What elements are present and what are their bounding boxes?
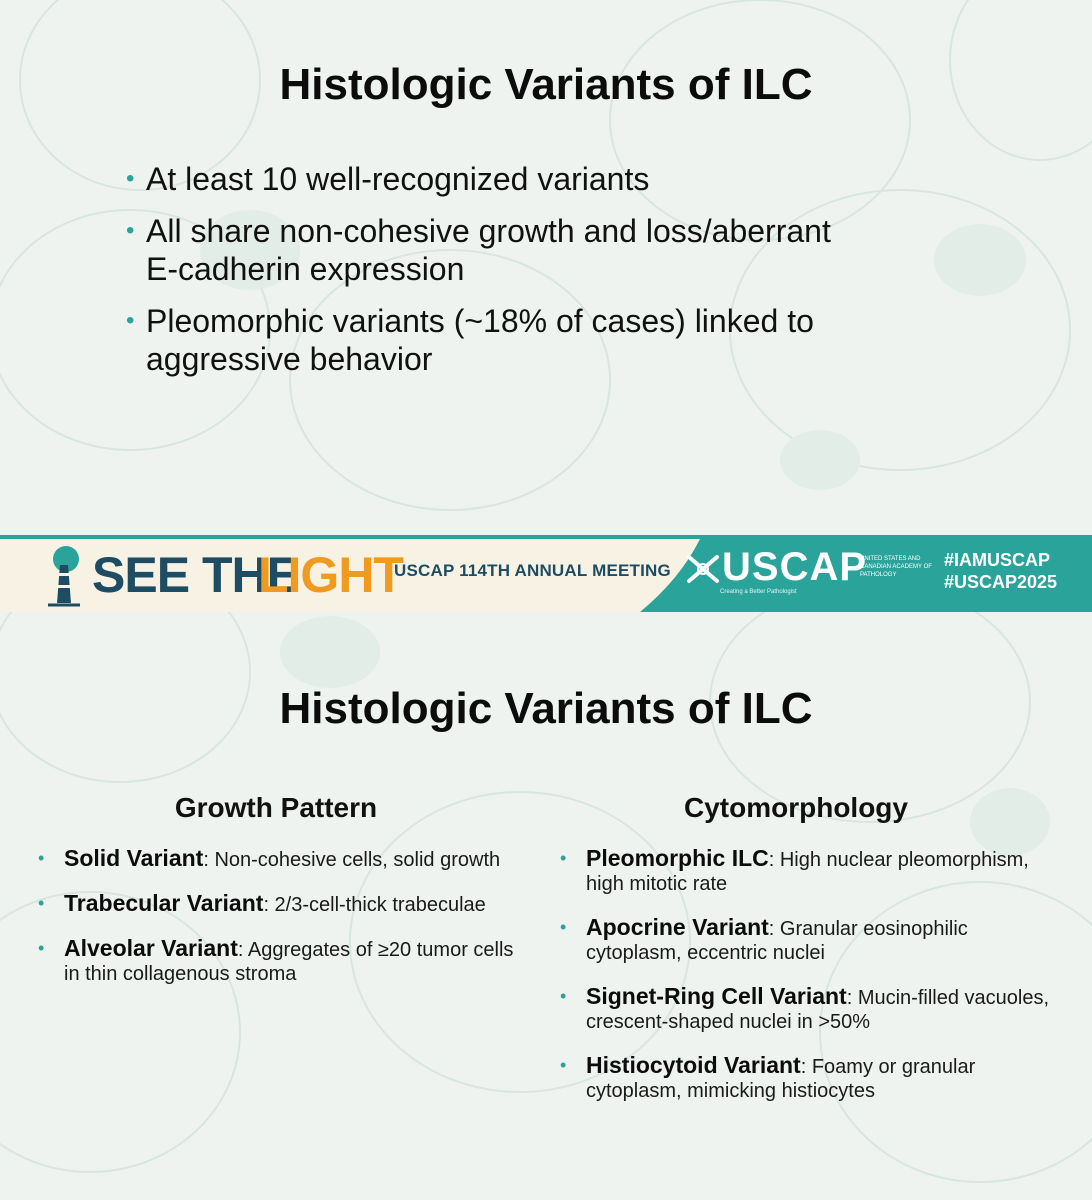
list-item: [38, 936, 518, 986]
see-the-text: SEE THE: [92, 547, 299, 603]
list-item: [126, 302, 986, 378]
uscap-tagline: Creating a Better Pathologist: [720, 589, 797, 595]
conference-banner: [0, 535, 1092, 612]
column-heading: Cytomorphology: [684, 792, 908, 823]
variant-name: Signet-Ring Cell Variant: [586, 983, 847, 1009]
bullet-icon: •: [126, 307, 135, 334]
bullet-icon: •: [38, 893, 45, 913]
list-item: [38, 891, 518, 917]
bullet-text-continued: aggressive behavior: [146, 341, 433, 377]
variant-description: : Non-cohesive cells, solid growth: [203, 849, 501, 871]
hashtags: [944, 549, 1057, 593]
variant-description: : Mucin-filled vacuoles, crescent-shaped nuclei in >50%: [586, 987, 1050, 1033]
uscap-wordmark: USCAP: [722, 545, 868, 589]
variant-description: : Granular eosinophilic cytoplasm, eccentric nuclei: [586, 918, 968, 964]
variant-description: : Aggregates of ≥20 tumor cells in thin collagenous stroma: [64, 939, 514, 985]
page-title: Histologic Variants of ILC: [279, 60, 813, 109]
variant-name: Trabecular Variant: [64, 890, 264, 916]
uscap-logo-icon: [683, 551, 723, 587]
list-item: [560, 1053, 1060, 1103]
top-slide: [0, 0, 1092, 535]
bullet-icon: •: [38, 848, 45, 868]
variant-description: : 2/3-cell-thick trabeculae: [263, 894, 486, 916]
bullet-text: Pleomorphic variants (~18% of cases) linked to: [146, 303, 814, 339]
variant-name: Solid Variant: [64, 845, 204, 871]
growth-pattern-column: [38, 792, 518, 1005]
column-heading: Growth Pattern: [174, 792, 378, 823]
bullet-icon: •: [38, 938, 45, 958]
page-title: Histologic Variants of ILC: [279, 684, 813, 733]
bullet-text: At least 10 well-recognized variants: [146, 161, 650, 197]
bullet-list: [126, 160, 986, 392]
bullet-icon: •: [560, 917, 567, 937]
lighthouse-logo-icon: [44, 545, 84, 607]
bullet-text-continued: E-cadherin expression: [146, 251, 465, 287]
list-item: [126, 160, 986, 198]
growth-list: [38, 846, 518, 986]
uscap-subtitle: UNITED STATES AND CANADIAN ACADEMY OF PATHOLOGY: [860, 556, 932, 578]
bullet-icon: •: [126, 217, 135, 244]
bullet-icon: •: [126, 165, 135, 192]
variant-name: Pleomorphic ILC: [586, 845, 769, 871]
list-item: [560, 846, 1060, 896]
variant-description: : High nuclear pleomorphism, high mitotic rate: [586, 849, 1029, 895]
bottom-slide: [0, 612, 1092, 1200]
light-text: LIGHT: [258, 547, 403, 603]
list-item: [560, 915, 1060, 965]
variant-name: Histiocytoid Variant: [586, 1052, 801, 1078]
bullet-icon: •: [560, 986, 567, 1006]
cyto-list: [560, 846, 1060, 1103]
hashtag-uscap2025: #USCAP2025: [944, 572, 1058, 592]
bullet-text: All share non-cohesive growth and loss/aberrant: [146, 213, 831, 249]
list-item: [560, 984, 1060, 1034]
variant-name: Alveolar Variant: [64, 935, 238, 961]
hashtag-iamuscap: #IAMUSCAP: [944, 550, 1051, 570]
meeting-text: USCAP 114TH ANNUAL MEETING: [394, 561, 671, 580]
list-item: [38, 846, 518, 872]
bullet-icon: •: [560, 1055, 567, 1075]
cytomorphology-column: [560, 792, 1060, 1122]
list-item: [126, 212, 986, 288]
variant-description: : Foamy or granular cytoplasm, mimicking histiocytes: [586, 1056, 976, 1102]
variant-name: Apocrine Variant: [586, 914, 769, 940]
bullet-icon: •: [560, 848, 567, 868]
